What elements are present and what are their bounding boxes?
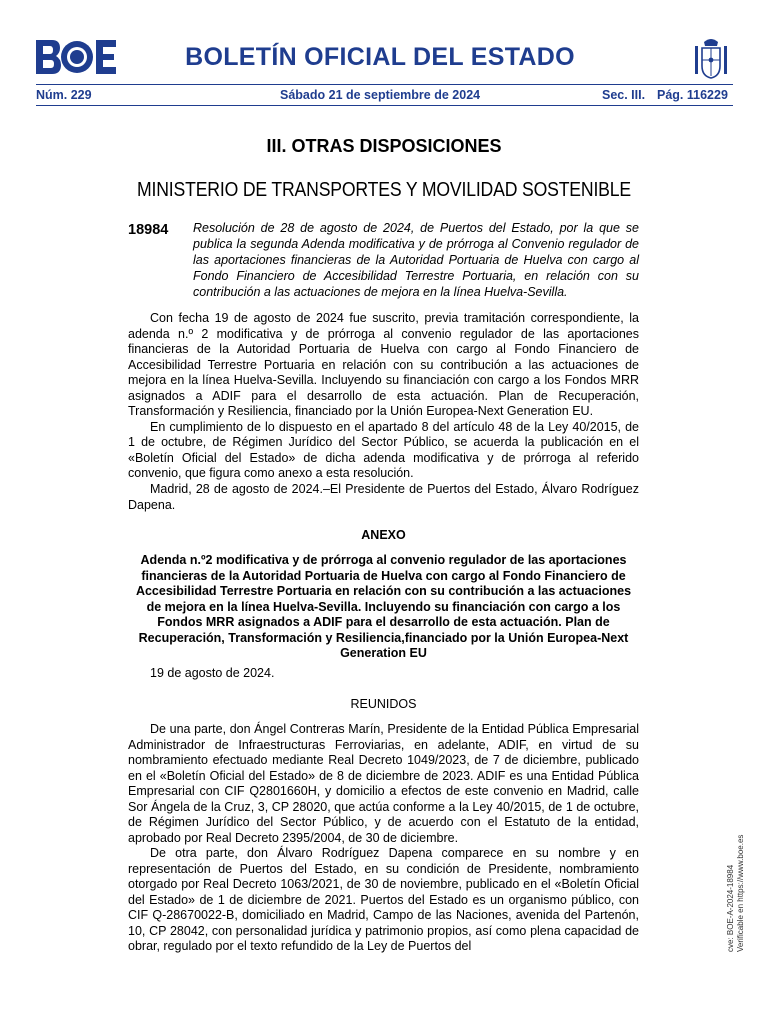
intro-paragraphs xyxy=(128,311,639,482)
gazette-title: BOLETÍN OFICIAL DEL ESTADO xyxy=(185,43,575,71)
issue-number: Núm. 229 xyxy=(36,88,92,102)
boe-logo xyxy=(36,40,116,74)
cve-code: cve: BOE-A-2024-18984 xyxy=(726,864,735,952)
document-summary: Resolución de 28 de agosto de 2024, de Puertos del Estado, por la que se publica la segunda Adenda modificativa y de prórroga al Convenio regulador de las aportaciones financieras de la Autoridad Portuaria de Huelva con cargo al Fondo Financiero de Accesibilidad Terrestre Portuaria, en relación con su contribución a las actuaciones de mejora en la línea Huelva-Sevilla. xyxy=(193,221,639,299)
annex-date xyxy=(128,666,639,682)
reunidos-paragraphs xyxy=(128,722,639,955)
document-number: 18984 xyxy=(128,222,169,238)
section-number: Sec. III. xyxy=(602,88,646,102)
page-number: Pág. 116229 xyxy=(657,88,728,102)
verification-note xyxy=(726,835,746,952)
issue-date: Sábado 21 de septiembre de 2024 xyxy=(280,88,481,102)
paragraph: De una parte, don Ángel Contreras Marín, Presidente de la Entidad Pública Empresarial Administrador de Infraestructuras Ferroviarias, en adelante, ADIF, en virtud de su nombramiento efectuado mediante Real Decreto 1049/2023, de 7 de diciembre, publicado en el «Boletín Oficial del Estado» de 8 de diciembre de 2023. ADIF es una Entidad Pública Empresarial con CIF Q2801660H, y domicilio a efectos de este convenio en Madrid, calle Sor Ángela de la Cruz, 3, CP 28020, que actúa conforme a la Ley 40/2015, de 1 de octubre, de Régimen Jurídico del Sector Público, y de acuerdo con el Estatuto de la entidad, aprobado por Real Decreto 2395/2004, de 30 de diciembre. xyxy=(128,722,639,845)
verification-link[interactable]: Verificable en https://www.boe.es xyxy=(736,834,745,952)
paragraph: En cumplimiento de lo dispuesto en el apartado 8 del artículo 48 de la Ley 40/2015, de 1 de octubre, de Régimen Jurídico del Sector Público, se acuerda la publicación en el «Boletín Oficial del Estado» de dicha adenda modificativa y de prórroga al referido convenio, que figura como anexo a esta resolución. xyxy=(128,419,639,480)
header-rule-top xyxy=(36,84,733,85)
annex-label: ANEXO xyxy=(361,528,406,542)
section-title: III. OTRAS DISPOSICIONES xyxy=(266,136,502,156)
signature xyxy=(128,482,639,513)
annex-date-text: 19 de agosto de 2024. xyxy=(150,666,275,680)
header-rule-bottom xyxy=(36,105,733,106)
paragraph: De otra parte, don Álvaro Rodríguez Dapena comparece en su nombre y en representación de Puertos del Estado, en su condición de Presidente, nombramiento otorgado por Real Decreto 1063/2021, de 30 de noviembre, publicado en el «Boletín Oficial del Estado» de 1 de diciembre de 2021. Puertos del Estado es un organismo público, con CIF Q-28670022-B, domiciliado en Madrid, Campo de las Naciones, avenida del Partenón, 10, CP 28042, con personalidad jurídica y patrimonio propios, así como plena capacidad de obrar, regulado por el texto refundido de la Ley de Puertos del xyxy=(128,846,639,953)
ministry-title: MINISTERIO DE TRANSPORTES Y MOVILIDAD SOSTENIBLE xyxy=(136,178,631,201)
signature-text: Madrid, 28 de agosto de 2024.–El Presidente de Puertos del Estado, Álvaro Rodríguez Dapena. xyxy=(128,482,639,512)
coat-of-arms-icon xyxy=(690,36,732,80)
reunidos-label: REUNIDOS xyxy=(350,697,417,711)
annex-title: Adenda n.º2 modificativa y de prórroga al convenio regulador de las aportaciones financieras de la Autoridad Portuaria de Huelva con cargo al Fondo Financiero de Accesibilidad Terrestre Portuaria en relación con su contribución a las actuaciones de mejora en la línea Huelva-Sevilla. Incluyendo su financiación con cargo a los Fondos MRR asignados a ADIF para el desarrollo de esta actuación. Plan de Recuperación, Transformación y Resiliencia,financiado por la Unión Europea-Next Generation EU xyxy=(135,553,632,660)
paragraph: Con fecha 19 de agosto de 2024 fue suscrito, previa tramitación correspondiente, la adenda n.º 2 modificativa y de prórroga al convenio regulador de las aportaciones financieras de la Autoridad Portuaria de Huelva con cargo al Fondo Financiero de Accesibilidad Terrestre Portuaria en relación con su contribución a las actuaciones de mejora en la línea Huelva-Sevilla. Incluyendo su financiación con cargo a los Fondos MRR asignados a ADIF para el desarrollo de esta actuación. Plan de Recuperación, Transformación y Resiliencia, financiado por la Unión Europea-Next Generation EU. xyxy=(128,311,639,418)
